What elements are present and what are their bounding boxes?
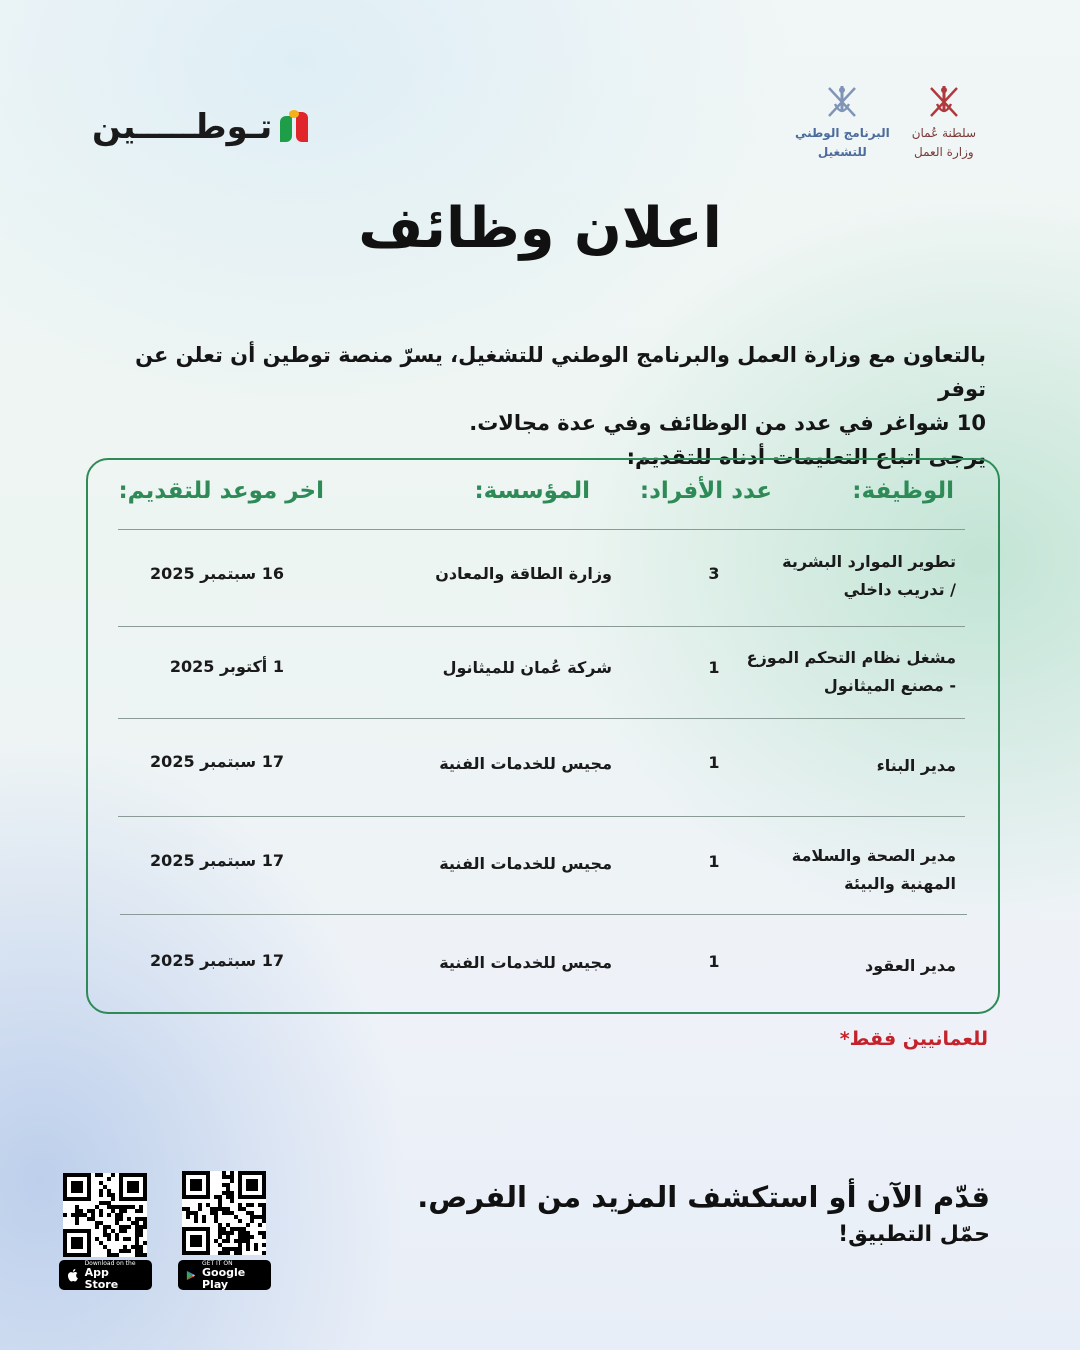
national-employment-program-logo — [795, 82, 890, 160]
job-title-line1: مشغل نظام التحكم الموزع — [746, 648, 956, 667]
table-divider — [118, 816, 965, 817]
table-row-job — [716, 644, 956, 700]
google-play-icon — [186, 1269, 196, 1282]
table-row-deadline: 17 سبتمبر 2025 — [150, 951, 284, 970]
tawteen-logo — [92, 104, 308, 150]
header-org: المؤسسة: — [474, 478, 590, 504]
header-job: الوظيفة: — [852, 478, 954, 504]
program-emblem-icon — [825, 82, 859, 122]
tawteen-mark-icon — [280, 110, 308, 144]
table-row-job — [716, 842, 956, 898]
intro-line-3: يرجى اتباع التعليمات أدناه للتقديم: — [626, 445, 986, 469]
table-row-org: شركة عُمان للميثانول — [442, 658, 612, 677]
job-title-line2: المهنية والبيئة — [844, 874, 956, 893]
cta-headline: قدّم الآن أو استكشف المزيد من الفرص. — [417, 1180, 990, 1214]
table-row-count: 1 — [708, 852, 720, 871]
job-title-line2: - مصنع الميثانول — [823, 676, 956, 695]
appstore-big-text: App Store — [84, 1265, 119, 1291]
googleplay-qr-icon[interactable] — [182, 1171, 266, 1255]
googleplay-big-text: Google Play — [202, 1265, 246, 1291]
table-row-job — [716, 548, 956, 604]
intro-paragraph — [126, 338, 986, 474]
jobs-table-card — [86, 458, 1000, 1014]
job-title-line1: مدير العقود — [865, 956, 956, 975]
table-row-org: مجيس للخدمات الفنية — [439, 953, 612, 972]
job-title-line1: مدير الصحة والسلامة — [791, 846, 956, 865]
appstore-badge[interactable] — [59, 1260, 152, 1290]
program-label-line1: البرنامج الوطني — [794, 126, 890, 140]
table-row-count: 3 — [708, 564, 720, 583]
table-divider — [118, 529, 965, 530]
googleplay-small-text: GET IT ON — [202, 1259, 233, 1267]
brand-name: تـوطـــــين — [92, 107, 273, 147]
header-count: عدد الأفراد: — [639, 478, 772, 504]
table-divider — [118, 718, 965, 719]
appstore-qr-icon[interactable] — [63, 1173, 147, 1257]
table-row-org: مجيس للخدمات الفنية — [439, 854, 612, 873]
table-row-org: مجيس للخدمات الفنية — [439, 754, 612, 773]
government-logos — [795, 82, 976, 160]
intro-line-2: 10 شواغر في عدد من الوظائف وفي عدة مجالات. — [469, 411, 986, 435]
table-row-deadline: 16 سبتمبر 2025 — [150, 564, 284, 583]
omanis-only-note: للعمانيين فقط* — [839, 1028, 988, 1050]
cta-download: حمّل التطبيق! — [838, 1222, 990, 1247]
oman-emblem-icon — [927, 82, 961, 122]
job-title-line1: مدير البناء — [876, 756, 956, 775]
intro-line-1: بالتعاون مع وزارة العمل والبرنامج الوطني للتشغيل، يسرّ منصة توطين أن تعلن عن توفر — [135, 343, 986, 401]
appstore-small-text: Download on the — [84, 1259, 136, 1267]
apple-icon — [67, 1268, 79, 1282]
ministry-label-line1: سلطنة عُمان — [911, 126, 976, 140]
ministry-label-line2: وزارة العمل — [914, 145, 974, 159]
table-row-job — [716, 752, 956, 780]
ministry-of-labour-logo — [912, 82, 976, 160]
table-row-job — [716, 952, 956, 980]
program-label-line2: للتشغيل — [817, 145, 867, 159]
job-title-line2: / تدريب داخلي — [843, 580, 956, 599]
table-row-deadline: 17 سبتمبر 2025 — [150, 851, 284, 870]
table-divider — [118, 626, 965, 627]
table-row-org: وزارة الطاقة والمعادن — [435, 564, 612, 583]
page-title: اعلان وظائف — [358, 196, 722, 261]
googleplay-badge[interactable] — [178, 1260, 271, 1290]
table-row-count: 1 — [708, 753, 720, 772]
header-deadline: اخر موعد للتقديم: — [118, 478, 324, 504]
table-row-deadline: 1 أكتوبر 2025 — [169, 657, 284, 676]
table-row-count: 1 — [708, 952, 720, 971]
job-title-line1: تطوير الموارد البشرية — [782, 552, 956, 571]
table-divider — [120, 914, 967, 915]
table-row-count: 1 — [708, 658, 720, 677]
table-row-deadline: 17 سبتمبر 2025 — [150, 752, 284, 771]
